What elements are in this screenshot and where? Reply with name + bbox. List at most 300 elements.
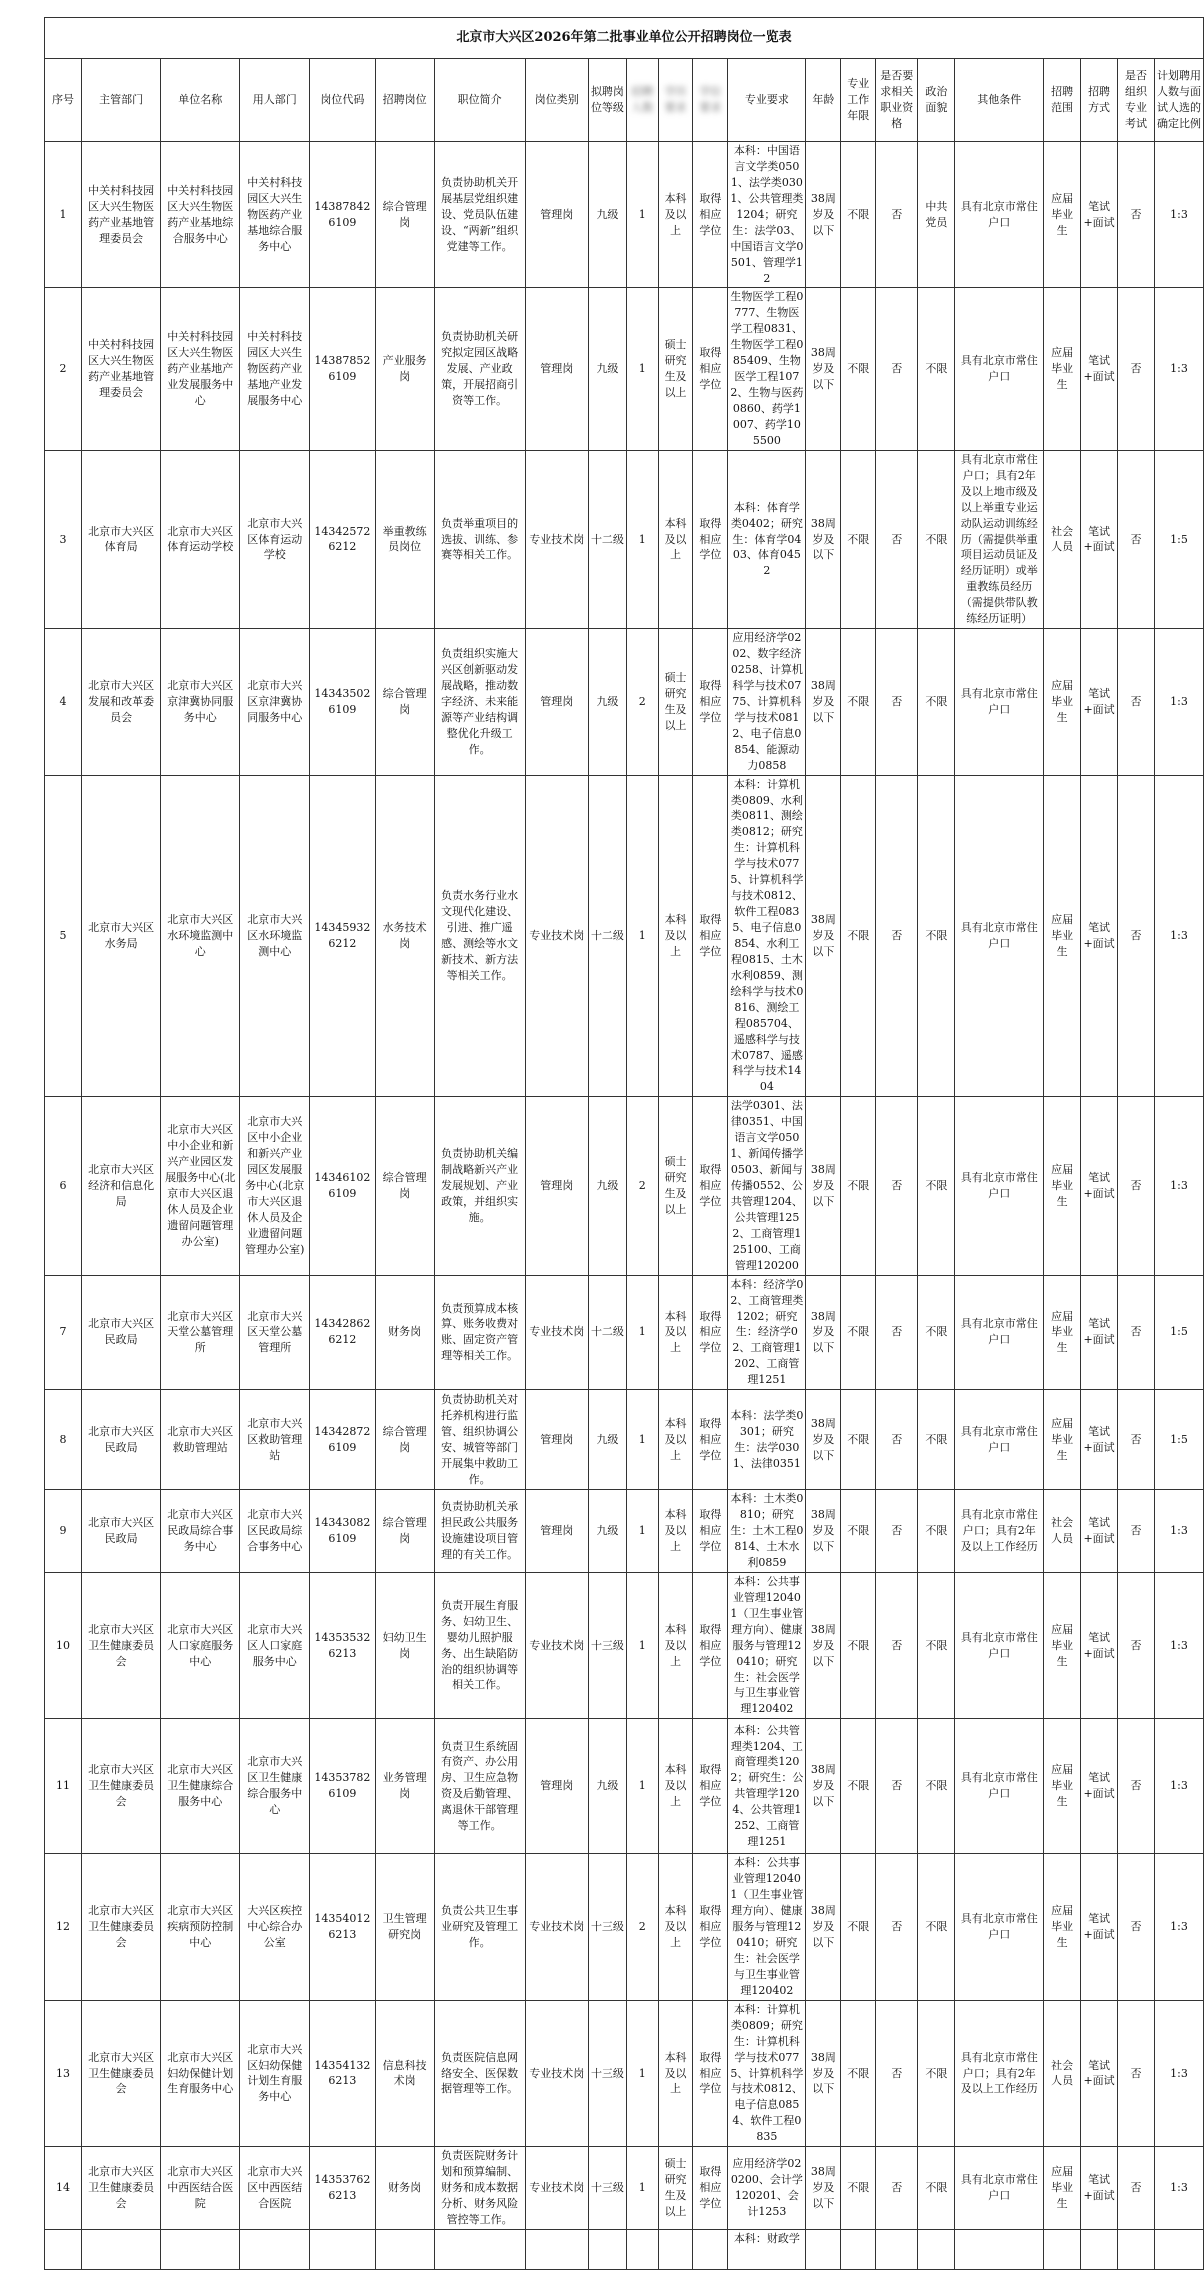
cell-unit: 中关村科技园区大兴生物医药产业基地综合服务中心: [161, 142, 240, 288]
cell-other: 具有北京市常住户口: [955, 142, 1044, 288]
cell-post: 业务管理岗: [375, 1719, 434, 1854]
cell-no: 8: [45, 1390, 82, 1490]
cell-no: 1: [45, 142, 82, 288]
cell-major: 本科：体育学类0402；研究生：体育学0403、体育0452: [728, 450, 806, 628]
table-row: [45, 1097, 1204, 1275]
cell-age: 38周岁及以下: [806, 1275, 841, 1390]
cell-code: 143537826109: [310, 1719, 375, 1854]
cell-no: 4: [45, 629, 82, 775]
cell-unit: 北京市大兴区京津冀协同服务中心: [161, 629, 240, 775]
cell-political: [918, 2229, 955, 2269]
cell-scope: 社会人员: [1044, 2000, 1081, 2146]
table-row-partial: [45, 2229, 1204, 2269]
cell-level: 十二级: [588, 775, 626, 1097]
cell-method: 笔试+面试: [1081, 1490, 1118, 1573]
cell-level: 九级: [588, 142, 626, 288]
cell-post: 信息科技术岗: [375, 2000, 434, 2146]
cell-no: 6: [45, 1097, 82, 1275]
cell-count: 2: [626, 1097, 658, 1275]
cell-cert: 否: [876, 1719, 918, 1854]
table-row: [45, 629, 1204, 775]
cell-scope: 应届毕业生: [1044, 142, 1081, 288]
cell-other: 具有北京市常住户口: [955, 1719, 1044, 1854]
cell-degree: 取得相应学位: [693, 1097, 728, 1275]
cell-category: 专业技术岗: [525, 2000, 588, 2146]
cell-level: 十三级: [588, 2147, 626, 2230]
header-cell: 专业要求: [728, 59, 806, 142]
cell-no: 9: [45, 1490, 82, 1573]
cell-user-dept: 北京市大兴区中西医结合医院: [240, 2147, 310, 2230]
cell-category: 专业技术岗: [525, 1572, 588, 1718]
cell-post: 水务技术岗: [375, 775, 434, 1097]
header-cell: 拟聘岗位等级: [588, 59, 626, 142]
cell-major: 本科：法学类0301；研究生：法学0301、法律0351: [728, 1390, 806, 1490]
cell-cert: 否: [876, 1097, 918, 1275]
table-row: [45, 1390, 1204, 1490]
cell-category: [525, 2229, 588, 2269]
cell-category: 专业技术岗: [525, 2147, 588, 2230]
cell-age: [806, 2229, 841, 2269]
cell-ratio: 1:3: [1155, 2000, 1204, 2146]
cell-code: 143425726212: [310, 450, 375, 628]
cell-degree: 取得相应学位: [693, 1390, 728, 1490]
cell-code: 143459326212: [310, 775, 375, 1097]
cell-count: 1: [626, 1572, 658, 1718]
cell-level: 九级: [588, 1719, 626, 1854]
cell-age: 38周岁及以下: [806, 142, 841, 288]
cell-political: 不限: [918, 775, 955, 1097]
cell-other: 具有北京市常住户口: [955, 1275, 1044, 1390]
cell-other: [955, 2229, 1044, 2269]
cell-edu: 硕士研究生及以上: [658, 288, 693, 450]
cell-method: 笔试+面试: [1081, 1719, 1118, 1854]
cell-degree: 取得相应学位: [693, 1572, 728, 1718]
cell-political: 不限: [918, 1490, 955, 1573]
cell-intro: 负责水务行业水文现代化建设、引进、推广遥感、测绘等水文新技术、新方法等相关工作。: [434, 775, 525, 1097]
cell-years: 不限: [841, 629, 876, 775]
cell-unit: 北京市大兴区民政局综合事务中心: [161, 1490, 240, 1573]
cell-major: 本科：计算机类0809；研究生：计算机科学与技术0775、计算机科学与技术0812、电子信息0854、软件工程0835: [728, 2000, 806, 2146]
cell-level: 九级: [588, 288, 626, 450]
table-row: [45, 450, 1204, 628]
cell-exam: 否: [1118, 1390, 1155, 1490]
header-cell: 年龄: [806, 59, 841, 142]
cell-method: 笔试+面试: [1081, 2147, 1118, 2230]
cell-exam: 否: [1118, 1097, 1155, 1275]
cell-level: 十二级: [588, 450, 626, 628]
cell-category: 管理岗: [525, 288, 588, 450]
table-title: 北京市大兴区2026年第二批事业单位公开招聘岗位一览表: [45, 18, 1204, 59]
cell-count: 2: [626, 1854, 658, 2000]
cell-level: 十三级: [588, 1854, 626, 2000]
cell-age: 38周岁及以下: [806, 1097, 841, 1275]
cell-category: 专业技术岗: [525, 775, 588, 1097]
cell-political: 不限: [918, 1854, 955, 2000]
cell-degree: 取得相应学位: [693, 629, 728, 775]
cell-cert: 否: [876, 288, 918, 450]
cell-ratio: 1:3: [1155, 1854, 1204, 2000]
cell-count: 1: [626, 2000, 658, 2146]
cell-edu: 硕士研究生及以上: [658, 2147, 693, 2230]
cell-political: 不限: [918, 1275, 955, 1390]
cell-years: 不限: [841, 1572, 876, 1718]
cell-political: 不限: [918, 288, 955, 450]
cell-category: 专业技术岗: [525, 1854, 588, 2000]
cell-level: 十三级: [588, 1572, 626, 1718]
cell-political: 不限: [918, 1719, 955, 1854]
cell-intro: 负责卫生系统固有资产、办公用房、卫生应急物资及后勤管理、离退休干部管理等工作。: [434, 1719, 525, 1854]
cell-edu: 本科及以上: [658, 1275, 693, 1390]
cell-political: 不限: [918, 1572, 955, 1718]
cell-exam: 否: [1118, 288, 1155, 450]
cell-degree: 取得相应学位: [693, 775, 728, 1097]
cell-unit: 北京市大兴区疾病预防控制中心: [161, 1854, 240, 2000]
header-cell: 单位名称: [161, 59, 240, 142]
cell-exam: 否: [1118, 1490, 1155, 1573]
cell-category: 管理岗: [525, 1097, 588, 1275]
cell-post: 综合管理岗: [375, 1097, 434, 1275]
cell-degree: 取得相应学位: [693, 288, 728, 450]
cell-age: 38周岁及以下: [806, 1390, 841, 1490]
cell-method: 笔试+面试: [1081, 450, 1118, 628]
cell-no: 7: [45, 1275, 82, 1390]
cell-user-dept: 中关村科技园区大兴生物医药产业基地综合服务中心: [240, 142, 310, 288]
cell-dept: 北京市大兴区卫生健康委员会: [81, 1854, 160, 2000]
cell-unit: 北京市大兴区救助管理站: [161, 1390, 240, 1490]
cell-no: [45, 2229, 82, 2269]
cell-political: 不限: [918, 2000, 955, 2146]
cell-age: 38周岁及以下: [806, 775, 841, 1097]
cell-cert: [876, 2229, 918, 2269]
cell-other: 具有北京市常住户口: [955, 1097, 1044, 1275]
cell-cert: 否: [876, 2000, 918, 2146]
cell-unit: 北京市大兴区体育运动学校: [161, 450, 240, 628]
cell-scope: 应届毕业生: [1044, 1097, 1081, 1275]
cell-user-dept: 大兴区疾控中心综合办公室: [240, 1854, 310, 2000]
cell-other: 具有北京市常住户口: [955, 1390, 1044, 1490]
cell-ratio: 1:3: [1155, 1572, 1204, 1718]
cell-political: 不限: [918, 450, 955, 628]
cell-political: 不限: [918, 1097, 955, 1275]
cell-exam: 否: [1118, 450, 1155, 628]
cell-ratio: 1:3: [1155, 142, 1204, 288]
cell-years: 不限: [841, 2147, 876, 2230]
cell-major: 应用经济学020200、会计学120201、会计1253: [728, 2147, 806, 2230]
cell-age: 38周岁及以下: [806, 1490, 841, 1573]
cell-dept: 北京市大兴区卫生健康委员会: [81, 2000, 160, 2146]
cell-other: 具有北京市常住户口；具有2年及以上工作经历: [955, 2000, 1044, 2146]
cell-years: 不限: [841, 450, 876, 628]
cell-years: 不限: [841, 1097, 876, 1275]
cell-count: 2: [626, 629, 658, 775]
table-row: [45, 1490, 1204, 1573]
table-row: [45, 1572, 1204, 1718]
cell-method: 笔试+面试: [1081, 1097, 1118, 1275]
cell-other: 具有北京市常住户口: [955, 2147, 1044, 2230]
cell-user-dept: 北京市大兴区民政局综合事务中心: [240, 1490, 310, 1573]
cell-degree: 取得相应学位: [693, 2147, 728, 2230]
cell-ratio: 1:3: [1155, 1097, 1204, 1275]
cell-code: 143537626213: [310, 2147, 375, 2230]
cell-years: 不限: [841, 1490, 876, 1573]
cell-scope: 应届毕业生: [1044, 1854, 1081, 2000]
cell-cert: 否: [876, 142, 918, 288]
cell-post: 财务岗: [375, 1275, 434, 1390]
cell-code: 143541326213: [310, 2000, 375, 2146]
cell-ratio: 1:3: [1155, 1490, 1204, 1573]
cell-intro: 负责预算成本核算、账务收费对账、固定资产管理等相关工作。: [434, 1275, 525, 1390]
cell-exam: 否: [1118, 1854, 1155, 2000]
header-row: [45, 59, 1204, 142]
cell-user-dept: 北京市大兴区救助管理站: [240, 1390, 310, 1490]
cell-exam: 否: [1118, 775, 1155, 1097]
cell-post: 综合管理岗: [375, 142, 434, 288]
cell-post: 卫生管理研究岗: [375, 1854, 434, 2000]
cell-ratio: 1:5: [1155, 450, 1204, 628]
cell-edu: 本科及以上: [658, 1390, 693, 1490]
cell-exam: 否: [1118, 1572, 1155, 1718]
cell-level: 九级: [588, 1390, 626, 1490]
cell-method: 笔试+面试: [1081, 1572, 1118, 1718]
cell-edu: 硕士研究生及以上: [658, 1097, 693, 1275]
cell-intro: 负责开展生育服务、妇幼卫生、婴幼儿照护服务、出生缺陷防治的组织协调等相关工作。: [434, 1572, 525, 1718]
cell-years: 不限: [841, 1390, 876, 1490]
cell-scope: 社会人员: [1044, 450, 1081, 628]
cell-post: 产业服务岗: [375, 288, 434, 450]
cell-exam: 否: [1118, 1275, 1155, 1390]
cell-post: 举重教练员岗位: [375, 450, 434, 628]
cell-degree: 取得相应学位: [693, 2000, 728, 2146]
cell-cert: 否: [876, 2147, 918, 2230]
cell-user-dept: 北京市大兴区天堂公墓管理所: [240, 1275, 310, 1390]
cell-cert: 否: [876, 629, 918, 775]
header-cell: 其他条件: [955, 59, 1044, 142]
cell-other: 具有北京市常住户口: [955, 775, 1044, 1097]
table-row: [45, 775, 1204, 1097]
cell-no: 3: [45, 450, 82, 628]
cell-code: 143878426109: [310, 142, 375, 288]
cell-age: 38周岁及以下: [806, 1854, 841, 2000]
cell-degree: 取得相应学位: [693, 142, 728, 288]
cell-exam: 否: [1118, 1719, 1155, 1854]
cell-dept: 北京市大兴区民政局: [81, 1490, 160, 1573]
cell-category: 管理岗: [525, 1390, 588, 1490]
cell-degree: [693, 2229, 728, 2269]
cell-unit: 北京市大兴区天堂公墓管理所: [161, 1275, 240, 1390]
cell-count: 1: [626, 288, 658, 450]
cell-dept: 北京市大兴区体育局: [81, 450, 160, 628]
cell-cert: 否: [876, 1490, 918, 1573]
cell-scope: 应届毕业生: [1044, 1719, 1081, 1854]
cell-user-dept: 北京市大兴区体育运动学校: [240, 450, 310, 628]
header-cell: 主管部门: [81, 59, 160, 142]
cell-edu: 本科及以上: [658, 2000, 693, 2146]
cell-category: 管理岗: [525, 629, 588, 775]
cell-method: 笔试+面试: [1081, 1390, 1118, 1490]
cell-method: 笔试+面试: [1081, 1854, 1118, 2000]
cell-dept: 中关村科技园区大兴生物医药产业基地管理委员会: [81, 142, 160, 288]
cell-scope: 应届毕业生: [1044, 629, 1081, 775]
cell-degree: 取得相应学位: [693, 1275, 728, 1390]
cell-major: 本科：计算机类0809、水利类0811、测绘类0812；研究生：计算机科学与技术0775、计算机科学与技术0812、软件工程0835、电子信息0854、水利工程0815、土木水利0859、测绘科学与技术0816、测绘工程085704、遥感科学与技术0787、遥感科学与技术1404: [728, 775, 806, 1097]
cell-age: 38周岁及以下: [806, 1572, 841, 1718]
cell-level: 九级: [588, 1490, 626, 1573]
cell-exam: 否: [1118, 629, 1155, 775]
cell-dept: [81, 2229, 160, 2269]
cell-post: 财务岗: [375, 2147, 434, 2230]
cell-other: 具有北京市常住户口: [955, 1572, 1044, 1718]
cell-degree: 取得相应学位: [693, 1854, 728, 2000]
cell-major: 生物医学工程0777、生物医学工程0831、生物医学工程085409、生物医学工程1072、生物与医药0860、药学1007、药学105500: [728, 288, 806, 450]
cell-ratio: 1:3: [1155, 2147, 1204, 2230]
cell-intro: 负责公共卫生事业研究及管理工作。: [434, 1854, 525, 2000]
cell-edu: 本科及以上: [658, 775, 693, 1097]
cell-other: 具有北京市常住户口；具有2年及以上地市级及以上举重专业运动队运动训练经历（需提供举重项目运动员证及经历证明）或举重教练员经历（需提供带队教练经历证明）: [955, 450, 1044, 628]
header-cell: 招聘人数: [626, 59, 658, 142]
cell-user-dept: 北京市大兴区水环境监测中心: [240, 775, 310, 1097]
cell-scope: 社会人员: [1044, 1490, 1081, 1573]
cell-years: 不限: [841, 2000, 876, 2146]
cell-years: 不限: [841, 1854, 876, 2000]
cell-ratio: 1:3: [1155, 775, 1204, 1097]
cell-major: 本科：经济学02、工商管理类1202；研究生：经济学02、工商管理1202、工商管理1251: [728, 1275, 806, 1390]
table-row: [45, 288, 1204, 450]
cell-cert: 否: [876, 450, 918, 628]
cell-cert: 否: [876, 1275, 918, 1390]
cell-intro: 负责医院信息网络安全、医保数据管理等工作。: [434, 2000, 525, 2146]
cell-count: 1: [626, 1719, 658, 1854]
header-cell: 用人部门: [240, 59, 310, 142]
cell-user-dept: 北京市大兴区京津冀协同服务中心: [240, 629, 310, 775]
header-cell: 专业工作年限: [841, 59, 876, 142]
cell-intro: 负责协助机关开展基层党组织建设、党员队伍建设、“两新”组织党建等工作。: [434, 142, 525, 288]
cell-category: 管理岗: [525, 1490, 588, 1573]
cell-unit: 北京市大兴区水环境监测中心: [161, 775, 240, 1097]
cell-ratio: 1:3: [1155, 288, 1204, 450]
cell-unit: 北京市大兴区妇幼保健计划生育服务中心: [161, 2000, 240, 2146]
cell-no: 2: [45, 288, 82, 450]
cell-no: 13: [45, 2000, 82, 2146]
cell-ratio: 1:5: [1155, 1275, 1204, 1390]
cell-method: 笔试+面试: [1081, 775, 1118, 1097]
cell-no: 11: [45, 1719, 82, 1854]
cell-no: 12: [45, 1854, 82, 2000]
cell-degree: 取得相应学位: [693, 1490, 728, 1573]
cell-count: 1: [626, 450, 658, 628]
cell-category: 专业技术岗: [525, 1275, 588, 1390]
cell-age: 38周岁及以下: [806, 288, 841, 450]
header-cell: 职位简介: [434, 59, 525, 142]
cell-count: 1: [626, 142, 658, 288]
cell-intro: 负责医院财务计划和预算编制、财务和成本数据分析、财务风险管控等工作。: [434, 2147, 525, 2230]
cell-count: 1: [626, 1490, 658, 1573]
header-cell: 招聘范围: [1044, 59, 1081, 142]
cell-political: 不限: [918, 2147, 955, 2230]
cell-other: 具有北京市常住户口: [955, 1854, 1044, 2000]
cell-method: 笔试+面试: [1081, 288, 1118, 450]
header-cell: 学历要求: [658, 59, 693, 142]
cell-count: 1: [626, 1390, 658, 1490]
cell-age: 38周岁及以下: [806, 1719, 841, 1854]
cell-no: 5: [45, 775, 82, 1097]
cell-cert: 否: [876, 775, 918, 1097]
cell-major: 本科：公共管理类1204、工商管理类1202；研究生：公共管理学1204、公共管理1252、工商管理1251: [728, 1719, 806, 1854]
cell-major: 法学0301、法律0351、中国语言文学0501、新闻传播学0503、新闻与传播0552、公共管理1204、公共管理1252、工商管理125100、工商管理120200: [728, 1097, 806, 1275]
cell-exam: 否: [1118, 142, 1155, 288]
cell-other: 具有北京市常住户口: [955, 288, 1044, 450]
cell-user-dept: 北京市大兴区卫生健康综合服务中心: [240, 1719, 310, 1854]
cell-unit: 北京市大兴区人口家庭服务中心: [161, 1572, 240, 1718]
cell-exam: 否: [1118, 2147, 1155, 2230]
cell-ratio: 1:5: [1155, 1390, 1204, 1490]
cell-major: 本科：中国语言文学类0501、法学类0301、公共管理类1204；研究生：法学03、中国语言文学0501、管理学12: [728, 142, 806, 288]
cell-age: 38周岁及以下: [806, 2000, 841, 2146]
header-cell: 是否要求相关职业资格: [876, 59, 918, 142]
cell-post: 综合管理岗: [375, 1390, 434, 1490]
cell-unit: 北京市大兴区中西医结合医院: [161, 2147, 240, 2230]
cell-age: 38周岁及以下: [806, 450, 841, 628]
cell-exam: 否: [1118, 2000, 1155, 2146]
cell-code: 143428726109: [310, 1390, 375, 1490]
table-row: [45, 2000, 1204, 2146]
cell-category: 管理岗: [525, 1719, 588, 1854]
cell-intro: 负责举重项目的选拔、训练、参赛等相关工作。: [434, 450, 525, 628]
cell-level: 九级: [588, 1097, 626, 1275]
header-cell: 岗位类别: [525, 59, 588, 142]
cell-edu: 本科及以上: [658, 1719, 693, 1854]
cell-method: 笔试+面试: [1081, 2000, 1118, 2146]
cell-exam: [1118, 2229, 1155, 2269]
table-row: [45, 2147, 1204, 2230]
header-cell: 是否组织专业考试: [1118, 59, 1155, 142]
cell-age: 38周岁及以下: [806, 629, 841, 775]
cell-scope: 应届毕业生: [1044, 2147, 1081, 2230]
cell-cert: 否: [876, 1390, 918, 1490]
cell-code: 143435026109: [310, 629, 375, 775]
cell-unit: [161, 2229, 240, 2269]
cell-code: 143535326213: [310, 1572, 375, 1718]
cell-dept: 北京市大兴区民政局: [81, 1390, 160, 1490]
cell-dept: 中关村科技园区大兴生物医药产业基地管理委员会: [81, 288, 160, 450]
cell-count: 1: [626, 1275, 658, 1390]
cell-code: 143428626212: [310, 1275, 375, 1390]
cell-intro: 负责协助机关编制战略新兴产业发展规划、产业政策，并组织实施。: [434, 1097, 525, 1275]
cell-level: 九级: [588, 629, 626, 775]
cell-dept: 北京市大兴区卫生健康委员会: [81, 1719, 160, 1854]
cell-ratio: [1155, 2229, 1204, 2269]
cell-level: 十二级: [588, 1275, 626, 1390]
cell-category: 管理岗: [525, 142, 588, 288]
cell-years: 不限: [841, 142, 876, 288]
cell-scope: 应届毕业生: [1044, 288, 1081, 450]
cell-post: [375, 2229, 434, 2269]
cell-no: 14: [45, 2147, 82, 2230]
cell-scope: 应届毕业生: [1044, 1390, 1081, 1490]
cell-major: 本科：公共事业管理120401（卫生事业管理方向）、健康服务与管理120410；研究生：社会医学与卫生事业管理120402: [728, 1572, 806, 1718]
cell-ratio: 1:3: [1155, 1719, 1204, 1854]
cell-method: 笔试+面试: [1081, 629, 1118, 775]
cell-years: 不限: [841, 1719, 876, 1854]
cell-user-dept: 北京市大兴区妇幼保健计划生育服务中心: [240, 2000, 310, 2146]
cell-intro: [434, 2229, 525, 2269]
cell-dept: 北京市大兴区水务局: [81, 775, 160, 1097]
cell-user-dept: [240, 2229, 310, 2269]
cell-category: 专业技术岗: [525, 450, 588, 628]
cell-intro: 负责协助机关承担民政公共服务设施建设项目管理的有关工作。: [434, 1490, 525, 1573]
cell-major: 本科：财政学: [728, 2229, 806, 2269]
header-cell: 政治面貌: [918, 59, 955, 142]
cell-no: 10: [45, 1572, 82, 1718]
